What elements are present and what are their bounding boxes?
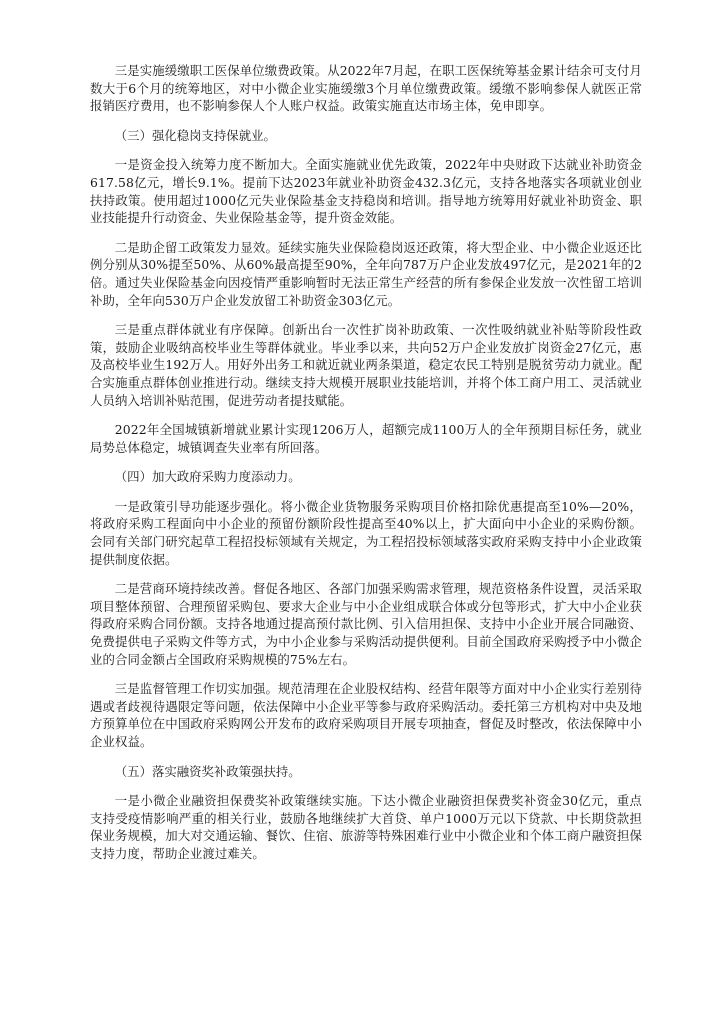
section-heading-employment: （三）强化稳岗支持保就业。 [114,127,276,143]
paragraph-job-retention: 二是助企留工政策发力显效。延续实施失业保险稳岗返还政策，将大型企业、中小微企业返还比例分别从30%提至50%、从60%最高提至90%，全年向787万户企业发放497亿元，是2021年的2倍。通过失业保险基金向因疫情严重影响暂时无法正常生产经营的所有参保企业发放一次性留工培训补助，全年向530万户企业发放留工补助资金303亿元。 [90,239,642,308]
paragraph-supervision: 三是监督管理工作切实加强。规范清理在企业股权结构、经营年限等方面对中小企业实行差别待遇或者歧视待遇限定等问题，依法保障中小企业平等参与政府采购活动。委托第三方机构对中央及地方预算单位在中国政府采购网公开发布的政府采购项目开展专项抽查，督促及时整改，依法保障中小企业权益。 [90,681,642,749]
paragraph-guarantee-subsidy: 一是小微企业融资担保费奖补政策继续实施。下达小微企业融资担保费奖补资金30亿元，重点支持受疫情影响严重的相关行业，鼓励各地继续扩大首贷、单户1000万元以下贷款、中长期贷款担保业务规模，加大对交通运输、餐饮、住宿、旅游等特殊困难行业中小微企业和个体工商户融资担保支持力度，帮助企业渡过难关。 [90,793,642,861]
paragraph-medical-insurance-deferral: 三是实施缓缴职工医保单位缴费政策。从2022年7月起，在职工医保统筹基金累计结余可支付月数大于6个月的统筹地区，对中小微企业实施缓缴3个月单位缴费政策。缓缴不影响参保人就医正常报销医疗费用，也不影响参保人个人账户权益。政策实施直达市场主体，免申即享。 [90,63,642,114]
paragraph-employment-summary: 2022年全国城镇新增就业累计实现1206万人，超额完成1100万人的全年预期目标任务，就业局势总体稳定，城镇调查失业率有所回落。 [90,422,642,455]
paragraph-funding-input: 一是资金投入统筹力度不断加大。全面实施就业优先政策，2022年中央财政下达就业补助资金617.58亿元，增长9.1%。提前下达2023年就业补助资金432.3亿元，支持各地落实各项就业创业扶持政策。使用超过1000亿元失业保险基金支持稳岗和培训。指导地方统筹用好就业补助资金、职业技能提升行动资金、失业保险基金等，提升资金效能。 [90,157,642,226]
document-body [90,62,642,875]
section-heading-financing: （五）落实融资奖补政策强扶持。 [114,763,301,779]
paragraph-key-groups: 三是重点群体就业有序保障。创新出台一次性扩岗补助政策、一次性吸纳就业补贴等阶段性政策，鼓励企业吸纳高校毕业生等群体就业。毕业季以来，共向52万户企业发放扩岗资金27亿元，惠及高校毕业生192万人。用好外出务工和就近就业两条渠道，稳定农民工特别是脱贫劳动力就业。配合实施重点群体创业推进行动。继续支持大规模开展职业技能培训，并将个体工商户用工、灵活就业人员纳入培训补贴范围，促进劳动者提技赋能。 [90,322,642,408]
section-heading-procurement: （四）加大政府采购力度添动力。 [114,469,301,485]
paragraph-business-environment: 二是营商环境持续改善。督促各地区、各部门加强采购需求管理，规范资格条件设置，灵活采取项目整体预留、合理预留采购包、要求大企业与中小企业组成联合体或分包等形式，扩大中小企业获得政府采购合同份额。支持各地通过提高预付款比例、引入信用担保、支持中小企业开展合同融资、免费提供电子采购文件等方式，为中小企业参与采购活动提供便利。目前全国政府采购授予中小微企业的合同金额占全国政府采购规模的75%左右。 [90,581,642,667]
paragraph-policy-guidance: 一是政策引导功能逐步强化。将小微企业货物服务采购项目价格扣除优惠提高至10%—20%，将政府采购工程面向中小企业的预留份额阶段性提高至40%以上，扩大面向中小企业的采购份额。会同有关部门研究起草工程招投标领域有关规定，为工程招投标领域落实政府采购支持中小企业政策提供制度依据。 [90,498,642,567]
